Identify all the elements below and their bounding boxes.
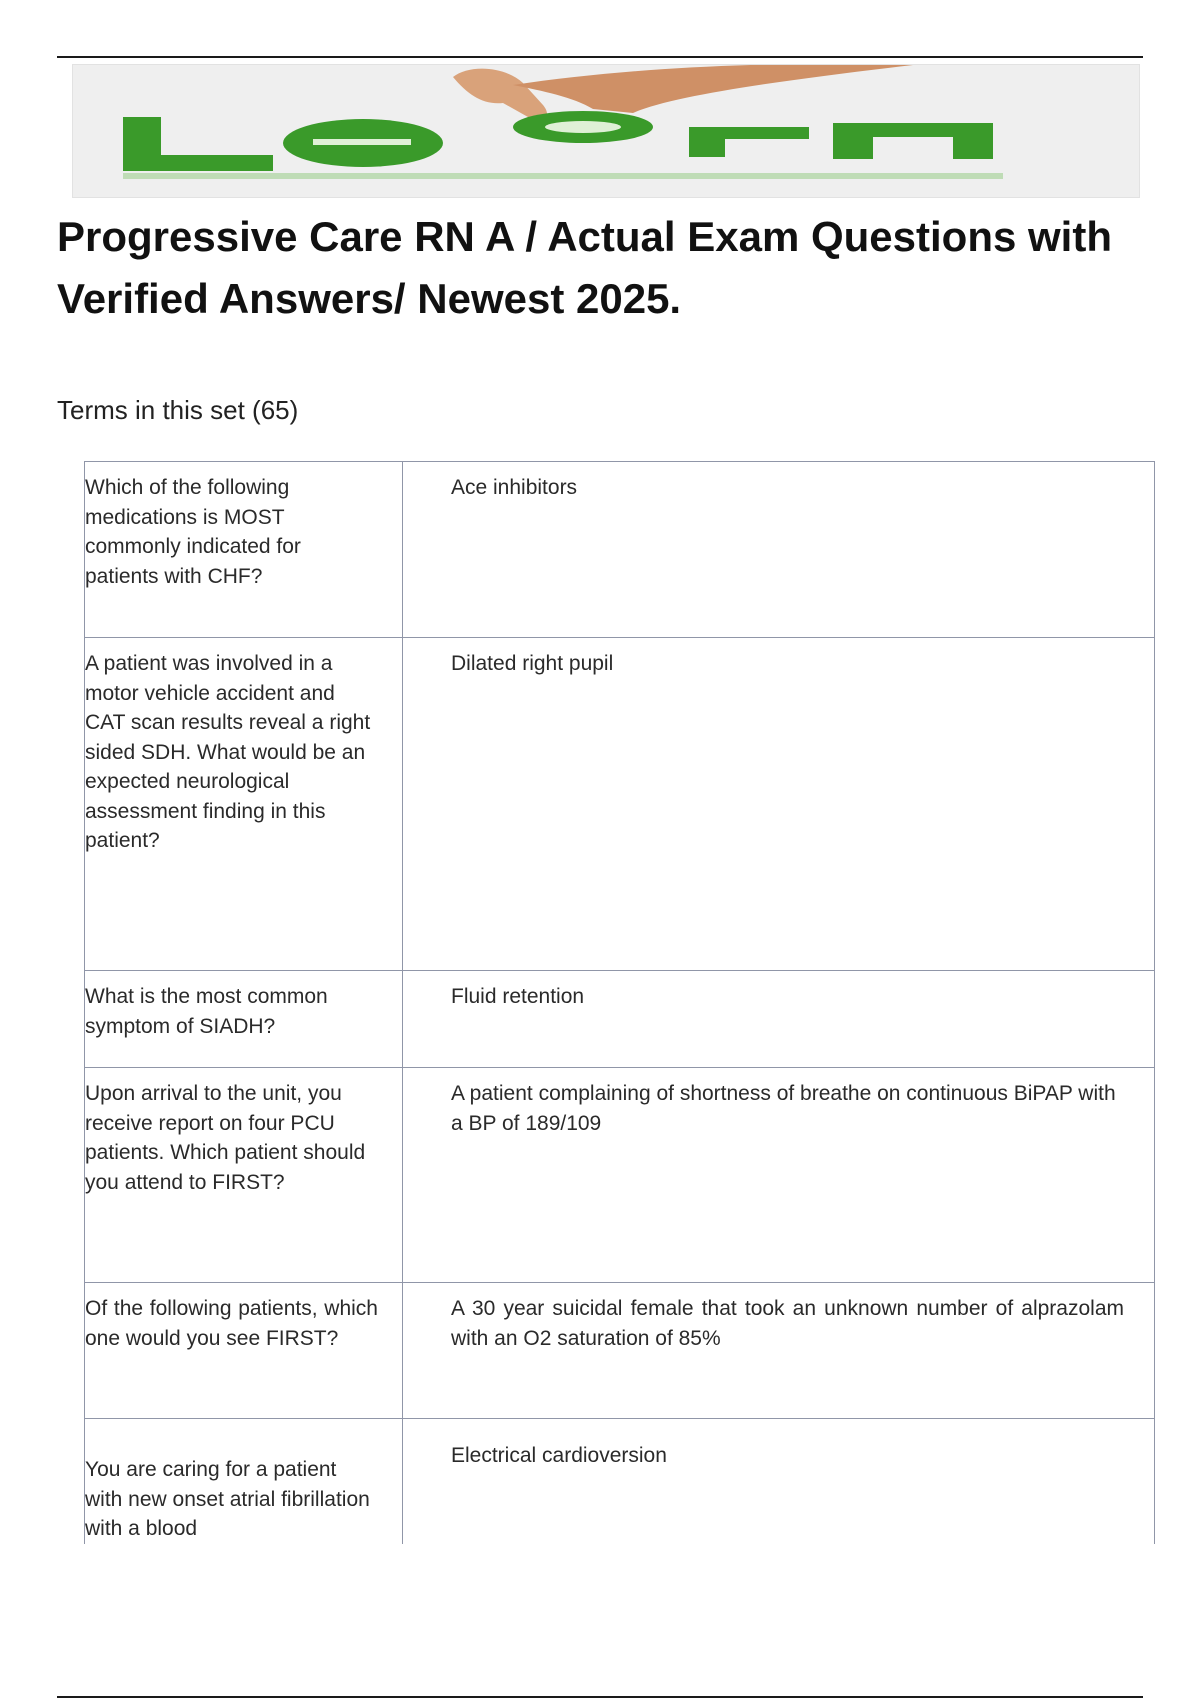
question-cell: Of the following patients, which one would you see FIRST? (85, 1283, 403, 1419)
table-row (85, 971, 1155, 1068)
terms-table (84, 461, 1155, 1544)
question-cell: What is the most common symptom of SIADH? (85, 971, 403, 1068)
question-cell: You are caring for a patient with new onset atrial fibrillation with a blood (85, 1419, 403, 1544)
terms-count-label: Terms in this set (65) (57, 395, 299, 425)
question-cell: Upon arrival to the unit, you receive report on four PCU patients. Which patient should you attend to FIRST? (85, 1068, 403, 1283)
table-row (85, 462, 1155, 638)
answer-cell: Dilated right pupil (403, 638, 1155, 971)
table-row (85, 1283, 1155, 1419)
table-row (85, 638, 1155, 971)
page-title: Progressive Care RN A / Actual Exam Questions with Verified Answers/ Newest 2025. (57, 213, 1112, 322)
answer-cell: A patient complaining of shortness of breathe on continuous BiPAP with a BP of 189/109 (403, 1068, 1155, 1283)
hand-shape (453, 69, 547, 121)
table-row (85, 1419, 1155, 1544)
arm-shape (513, 65, 913, 113)
answer-cell: Ace inhibitors (403, 462, 1155, 638)
question-cell: Which of the following medications is MOST commonly indicated for patients with CHF? (85, 462, 403, 638)
bottom-rule (57, 1696, 1143, 1698)
top-rule (57, 56, 1143, 58)
learn-logo-banner (72, 64, 1140, 198)
learn-logo-image (73, 65, 1139, 197)
answer-cell: A 30 year suicidal female that took an unknown number of alprazolam with an O2 saturation of 85% (403, 1283, 1155, 1419)
table-row (85, 1068, 1155, 1283)
answer-cell: Electrical cardioversion (403, 1419, 1155, 1544)
question-cell: A patient was involved in a motor vehicle accident and CAT scan results reveal a right sided SDH. What would be an expected neurological assessment finding in this patient? (85, 638, 403, 971)
answer-cell: Fluid retention (403, 971, 1155, 1068)
